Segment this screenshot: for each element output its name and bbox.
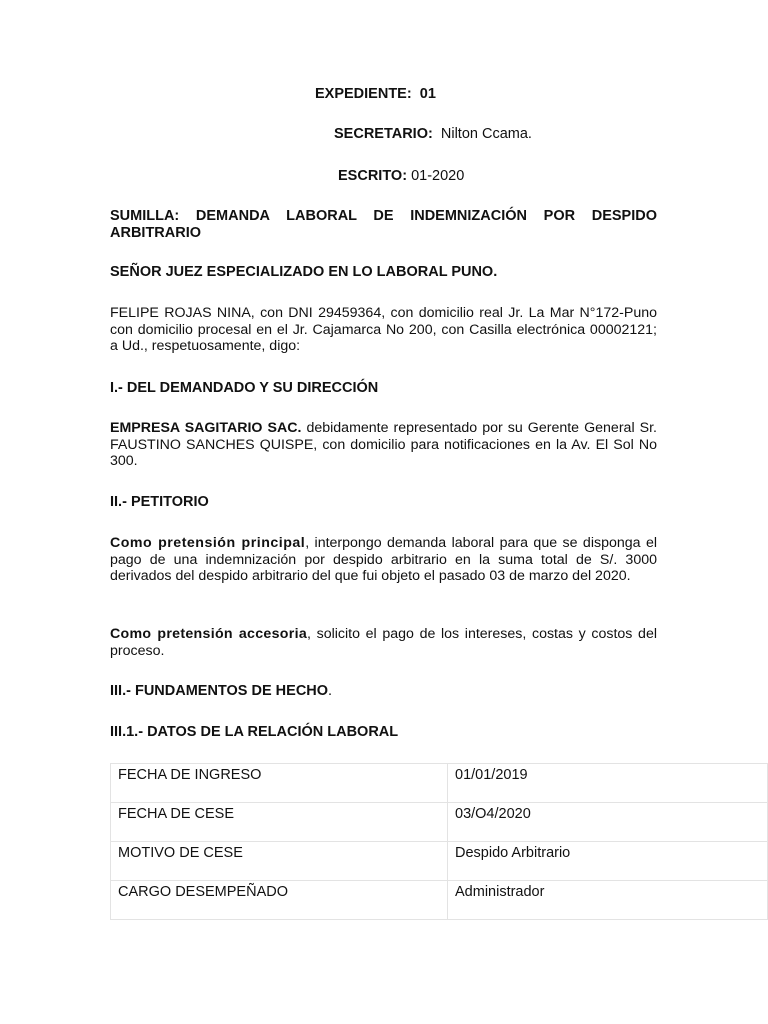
- section-1-paragraph: [110, 420, 657, 470]
- table-cell-value: Despido Arbitrario: [448, 842, 768, 881]
- relation-table: [110, 763, 768, 920]
- addressee: SEÑOR JUEZ ESPECIALIZADO EN LO LABORAL PUNO.: [110, 264, 498, 280]
- table-cell-label: CARGO DESEMPEÑADO: [111, 881, 448, 920]
- section-1-body: debidamente representado por su Gerente General Sr. FAUSTINO SANCHES QUISPE, con domicilio para notificaciones en la Av. El Sol No 300.: [110, 420, 657, 469]
- section-1-heading: I.- DEL DEMANDADO Y SU DIRECCIÓN: [110, 380, 379, 396]
- table-row: [111, 803, 768, 842]
- accesoria-label: Como pretensión accesoria: [110, 626, 308, 642]
- escrito-line: [338, 168, 464, 184]
- table-row: [111, 881, 768, 920]
- table-cell-value: 01/01/2019: [448, 764, 768, 803]
- table-cell-value: Administrador: [448, 881, 768, 920]
- table-row: [111, 842, 768, 881]
- sumilla: [110, 208, 657, 242]
- accesoria-paragraph: [110, 626, 657, 659]
- principal-body: , interpongo demanda laboral para que se disponga el pago de una indemnización por despido arbitrario en la suma total de S/. 3000 derivados del despido arbitrario del que fui objeto el pasado 03 de marzo del 2020.: [110, 535, 657, 584]
- principal-label: Como pretensión principal: [110, 535, 306, 551]
- section-3-1-heading: III.1.- DATOS DE LA RELACIÓN LABORAL: [110, 724, 399, 740]
- company-name: EMPRESA SAGITARIO SAC.: [110, 420, 302, 436]
- secretario-line: [334, 126, 532, 142]
- escrito-value: 01-2020: [411, 168, 465, 184]
- intro-paragraph: FELIPE ROJAS NINA, con DNI 29459364, con domicilio real Jr. La Mar N°172-Puno con domicilio procesal en el Jr. Cajamarca No 200, con Casilla electrónica 00002121; a Ud., respetuosamente, digo:: [110, 305, 657, 354]
- secretario-label: SECRETARIO:: [334, 126, 433, 142]
- table-row: [111, 764, 768, 803]
- accesoria-body: , solicito el pago de los intereses, costas y costos del proceso.: [110, 626, 657, 659]
- table-cell-value: 03/O4/2020: [448, 803, 768, 842]
- table-cell-label: FECHA DE INGRESO: [111, 764, 448, 803]
- sumilla-line-1: SUMILLA: DEMANDA LABORAL DE INDEMNIZACIÓN POR DESPIDO: [110, 208, 657, 224]
- expediente-value: 01: [419, 86, 436, 102]
- section-3-heading-suffix: .: [328, 683, 333, 699]
- expediente-label: EXPEDIENTE:: [315, 86, 412, 102]
- section-3-heading: [110, 683, 332, 699]
- table-cell-label: FECHA DE CESE: [111, 803, 448, 842]
- principal-paragraph: [110, 535, 657, 585]
- secretario-value: Nilton Ccama.: [440, 126, 532, 142]
- table-cell-label: MOTIVO DE CESE: [111, 842, 448, 881]
- expediente-line: [315, 86, 436, 102]
- sumilla-line-2: ARBITRARIO: [110, 225, 202, 241]
- escrito-label: ESCRITO:: [338, 168, 408, 184]
- section-3-heading-text: III.- FUNDAMENTOS DE HECHO: [110, 683, 329, 699]
- section-2-heading: II.- PETITORIO: [110, 494, 209, 510]
